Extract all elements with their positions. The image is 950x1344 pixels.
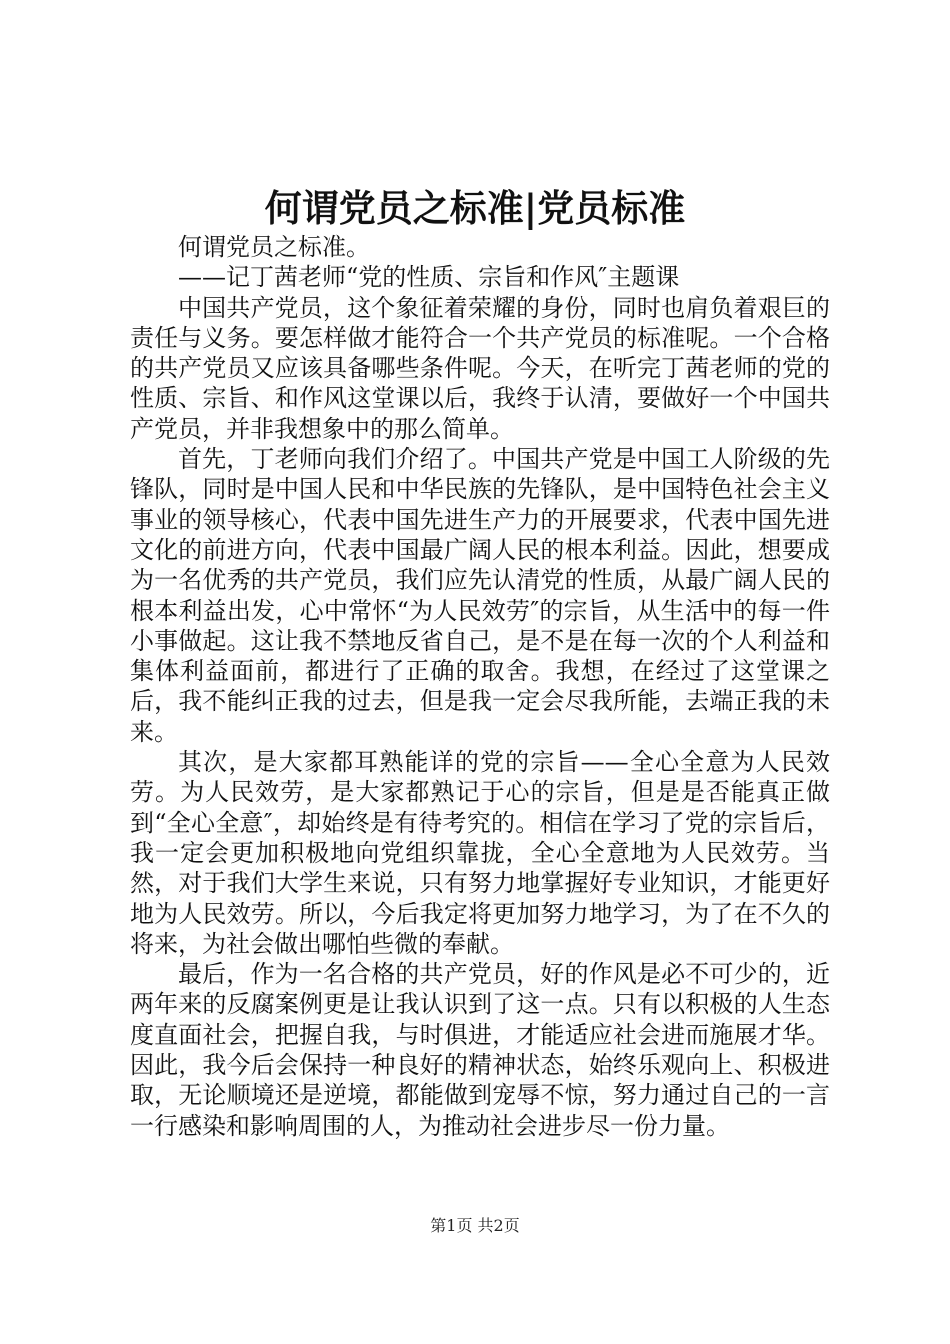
paragraph-first: 首先，丁老师向我们介绍了。中国共产党是中国工人阶级的先锋队，同时是中国人民和中华民族的先锋队，是中国特色社会主义事业的领导核心，代表中国先进生产力的开展要求，代表中国先进文化的前进方向，代表中国最广阔人民的根本利益。因此，想要成为一名优秀的共产党员，我们应先认清党的性质，从最广阔人民的根本利益出发，心中常怀“为人民效劳″的宗旨，从生活中的每一件小事做起。这让我不禁地反省自己，是不是在每一次的个人利益和集体利益面前，都进行了正确的取舍。我想，在经过了这堂课之后，我不能纠正我的过去，但是我一定会尽我所能，去端正我的未来。 [130, 445, 830, 746]
paragraph-subtitle: 何谓党员之标准。 [178, 233, 370, 261]
document-body [130, 232, 830, 1141]
page-number-footer: 第1页 共2页 [430, 1216, 520, 1235]
document-title: 何谓党员之标准|党员标准 [264, 186, 686, 230]
paragraph-intro: 中国共产党员，这个象征着荣耀的身份，同时也肩负着艰巨的责任与义务。要怎样做才能符合一个共产党员的标准呢。一个合格的共产党员又应该具备哪些条件呢。今天，在听完丁茜老师的党的性质、宗旨、和作风这堂课以后，我终于认清，要做好一个中国共产党员，并非我想象中的那么简单。 [130, 293, 830, 443]
paragraph-last: 最后，作为一名合格的共产党员，好的作风是必不可少的，近两年来的反腐案例更是让我认识到了这一点。只有以积极的人生态度直面社会，把握自我，与时俱进，才能适应社会进而施展才华。因此，我今后会保持一种良好的精神状态，始终乐观向上、积极进取，无论顺境还是逆境，都能做到宠辱不惊，努力通过自己的一言一行感染和影响周围的人，为推动社会进步尽一份力量。 [130, 960, 830, 1140]
paragraph-second: 其次，是大家都耳熟能详的党的宗旨——全心全意为人民效劳。为人民效劳，是大家都熟记于心的宗旨，但是是否能真正做到“全心全意″，却始终是有待考究的。相信在学习了党的宗旨后，我一定会更加积极地向党组织靠拢，全心全意地为人民效劳。当然，对于我们大学生来说，只有努力地掌握好专业知识，才能更好地为人民效劳。所以，今后我定将更加努力地学习，为了在不久的将来，为社会做出哪怕些微的奉献。 [130, 748, 830, 958]
paragraph-byline: ——记丁茜老师“党的性质、宗旨和作风″主题课 [178, 263, 680, 292]
